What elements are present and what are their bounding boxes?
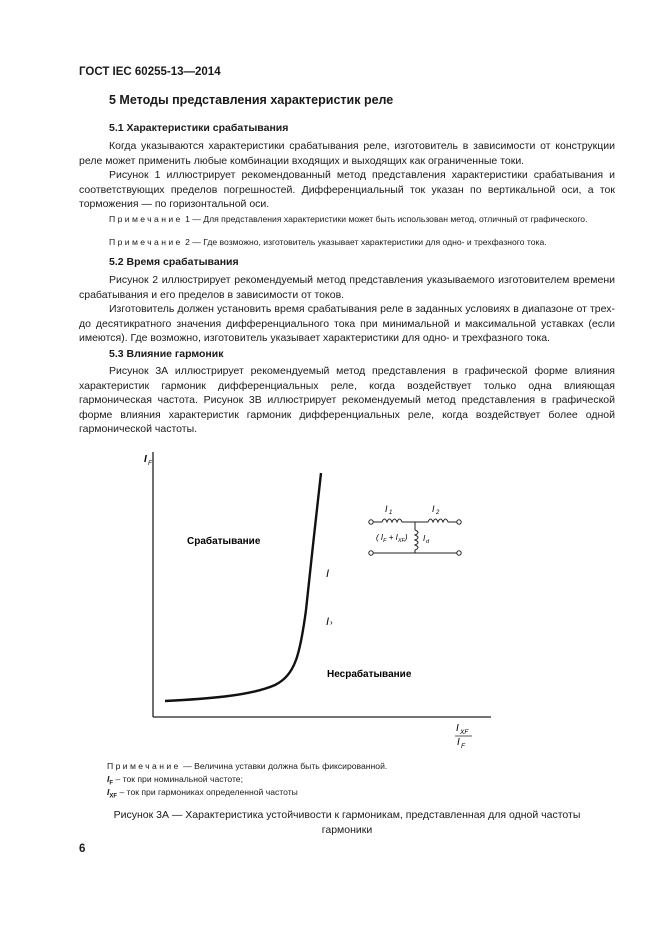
figure-caption-line-1: Рисунок 3А — Характеристика устойчивости к гармоникам, представленная для одной частоты — [113, 809, 581, 821]
circuit-label-i1-sub: 1 — [389, 510, 393, 516]
figure-note — [107, 760, 387, 773]
x-axis-label-denominator: I — [457, 737, 460, 748]
terminal-left-bottom — [369, 551, 373, 555]
subsection-5-3-title: 5.3 Влияние гармоник — [109, 348, 224, 360]
paragraph-5-2-b: Изготовитель должен установить время срабатывания реле в заданных условиях в диапазоне от трех- до десятикратного значения дифференциального тока при минимальной и максимальной уставках (если имеются). Где возможно, изготовитель указывает характеристики для одно- и трехфазного тока. — [79, 303, 615, 345]
figure-definition-2 — [107, 786, 298, 803]
figure-note-text: — Величина уставки должна быть фиксированной. — [180, 761, 388, 771]
terminal-left-top — [369, 520, 373, 524]
characteristic-curve — [165, 473, 321, 701]
note-2-label: Примечание — [109, 237, 183, 247]
curve-label-2: I — [326, 616, 330, 628]
subsection-5-2-title: 5.2 Время срабатывания — [109, 256, 239, 268]
paragraph-5-1-a: Когда указываются характеристики срабатывания реле, изготовитель в зависимости от конструкции реле может применить любые комбинации входящих и выходящих как ограниченные токи. — [79, 140, 615, 167]
circuit-diagram — [369, 504, 461, 555]
definition-1-symbol-sub: F — [109, 780, 114, 787]
note-2-text: 2 — Где возможно, изготовитель указывает характеристики для одно- и трехфазного тока. — [182, 237, 547, 247]
definition-1-symbol: I — [107, 774, 110, 784]
region-operate-label: Срабатывание — [187, 536, 261, 547]
note-1-label: Примечание — [109, 214, 183, 224]
definition-1-text: – ток при номинальной частоте; — [113, 774, 243, 784]
inductor-d — [415, 530, 418, 550]
curve-label-2-sub: › — [330, 618, 333, 627]
figure-caption — [79, 808, 615, 837]
paragraph-5-2-a: Рисунок 2 иллюстрирует рекомендуемый метод представления указываемого изготовителем времени срабатывания и его пределов в зависимости от токов. — [79, 274, 615, 301]
inductor-1 — [382, 519, 402, 522]
inductor-2 — [428, 519, 448, 522]
note-1-text: 1 — Для представления характеристики может быть использован метод, отличный от графического. — [182, 214, 588, 224]
x-axis-label-denominator-sub: F — [461, 743, 465, 750]
curve-label-1: I — [326, 568, 330, 580]
circuit-label-i2-sub: 2 — [436, 510, 440, 516]
paragraph-5-3: Рисунок 3А иллюстрирует рекомендуемый метод представления в графической форме влияния характеристик гармоник дифференциальных реле, когда воздействует только одна влияющая гармоническая частота. Рисунок 3В иллюстрирует рекомендуемый метод представления в графической форме влияния характеристик гармоник дифференциальных реле, когда воздействует более одной гармонической частоты. — [79, 365, 615, 436]
y-axis-label-sub: F — [148, 460, 152, 467]
definition-2-text: – ток при гармониках определенной частоты — [117, 787, 298, 797]
circuit-label-i2: I — [432, 504, 435, 514]
x-axis-label-numerator: I — [456, 723, 459, 734]
terminal-right-bottom — [457, 551, 461, 555]
terminal-right-top — [457, 520, 461, 524]
y-axis-label: I — [144, 454, 147, 465]
document-header: ГОСТ IEC 60255-13—2014 — [79, 66, 221, 78]
x-axis-label-numerator-sub: XF — [460, 729, 469, 736]
circuit-label-sum — [376, 533, 408, 544]
circuit-label-id: I — [423, 534, 426, 543]
region-no-operate-label: Несрабатывание — [327, 669, 412, 680]
circuit-label-sum-close: ) — [404, 533, 408, 542]
definition-2-symbol: I — [107, 787, 110, 797]
circuit-label-id-sub: d — [426, 539, 430, 545]
circuit-label-sum-sub1: F — [383, 538, 387, 544]
figure-note-label: Примечание — [107, 761, 181, 771]
subsection-5-1-title: 5.1 Характеристики срабатывания — [109, 122, 289, 134]
paragraph-5-1-b: Рисунок 1 иллюстрирует рекомендованный метод представления характеристики срабатывания и соответствующих пределов погрешностей. Дифференциальный ток указан по вертикальной оси, а ток торможения — по горизонтальной оси. — [79, 169, 615, 211]
circuit-label-i1: I — [385, 504, 388, 514]
page-number: 6 — [79, 843, 86, 855]
circuit-label-sum-open: ( I — [376, 533, 384, 542]
figure-caption-line-2: гармоники — [321, 823, 373, 836]
section-title: 5 Методы представления характеристик реле — [109, 93, 394, 107]
circuit-label-sum-sub2: XF — [397, 538, 405, 544]
circuit-label-sum-mid: + I — [386, 533, 398, 542]
definition-2-symbol-sub: XF — [109, 793, 118, 800]
